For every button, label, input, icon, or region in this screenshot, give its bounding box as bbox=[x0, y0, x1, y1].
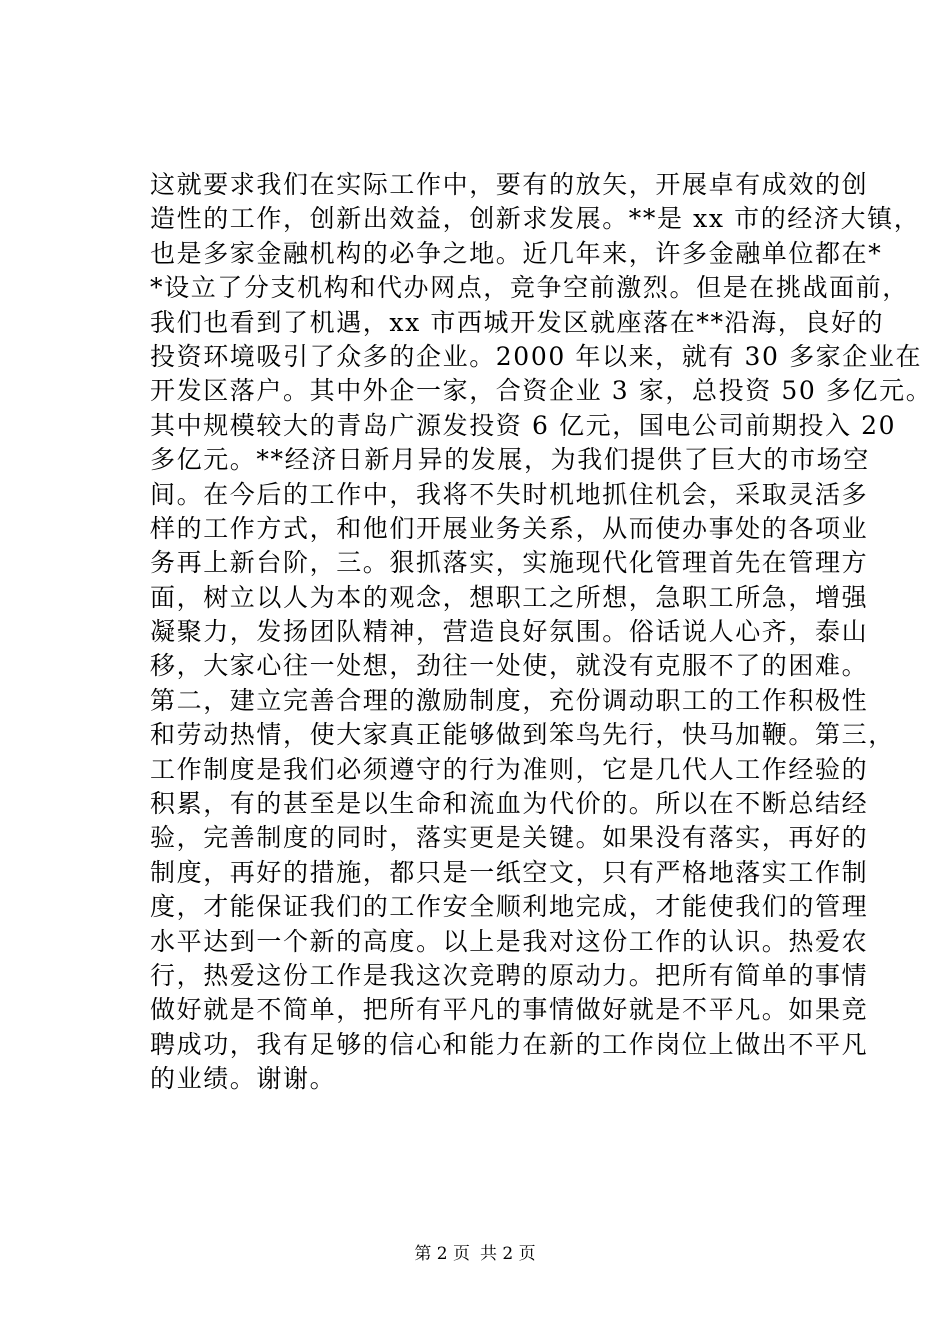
page-footer bbox=[0, 1242, 950, 1266]
text-line: 面，树立以人为本的观念，想职工之所想，急职工所急，增强 bbox=[150, 582, 869, 612]
text-line: 验，完善制度的同时，落实更是关键。如果没有落实，再好的 bbox=[150, 823, 869, 853]
text-line: 水平达到一个新的高度。以上是我对这份工作的认识。热爱农 bbox=[150, 926, 869, 956]
text-line: 开发区落户。其中外企一家，合资企业 3 家，总投资 50 多亿元。 bbox=[150, 376, 933, 406]
text-line: 和劳动热情，使大家真正能够做到笨鸟先行，快马加鞭。第三， bbox=[150, 720, 895, 750]
text-line: 投资环境吸引了众多的企业。2000 年以来，就有 30 多家企业在 bbox=[150, 341, 923, 371]
document-body bbox=[150, 168, 933, 1097]
text-line: 积累，有的甚至是以生命和流血为代价的。所以在不断总结经 bbox=[150, 789, 869, 819]
text-line: 制度，再好的措施，都只是一纸空文，只有严格地落实工作制 bbox=[150, 857, 869, 887]
text-line: 我们也看到了机遇，xx 市西城开发区就座落在**沿海，良好的 bbox=[150, 307, 885, 337]
page-number: 第 2 页 bbox=[414, 1244, 470, 1264]
text-line: 凝聚力，发扬团队精神，营造良好氛围。俗话说人心齐，泰山 bbox=[150, 617, 869, 647]
text-line: 其中规模较大的青岛广源发投资 6 亿元，国电公司前期投入 20 bbox=[150, 410, 897, 440]
text-line: *设立了分支机构和代办网点，竞争空前激烈。但是在挑战面前， bbox=[150, 273, 909, 303]
text-line: 移，大家心往一处想，劲往一处使，就没有克服不了的困难。 bbox=[150, 651, 869, 681]
text-line: 工作制度是我们必须遵守的行为准则，它是几代人工作经验的 bbox=[150, 754, 869, 784]
text-line: 多亿元。**经济日新月异的发展，为我们提供了巨大的市场空 bbox=[150, 445, 870, 475]
text-line: 样的工作方式，和他们开展业务关系，从而使办事处的各项业 bbox=[150, 513, 869, 543]
text-line: 也是多家金融机构的必争之地。近几年来，许多金融单位都在* bbox=[150, 238, 883, 268]
text-line: 造性的工作，创新出效益，创新求发展。**是 xx 市的经济大镇， bbox=[150, 204, 921, 234]
text-line: 聘成功，我有足够的信心和能力在新的工作岗位上做出不平凡 bbox=[150, 1029, 869, 1059]
text-line: 务再上新台阶，三。狠抓落实，实施现代化管理首先在管理方 bbox=[150, 548, 869, 578]
text-line: 做好就是不简单，把所有平凡的事情做好就是不平凡。如果竞 bbox=[150, 995, 869, 1025]
text-line: 度，才能保证我们的工作安全顺利地完成，才能使我们的管理 bbox=[150, 892, 869, 922]
text-line-last: 的业绩。谢谢。 bbox=[150, 1064, 337, 1094]
page-total: 共 2 页 bbox=[480, 1244, 536, 1264]
text-line: 行，热爱这份工作是我这次竞聘的原动力。把所有简单的事情 bbox=[150, 960, 869, 990]
text-line: 第二，建立完善合理的激励制度，充份调动职工的工作积极性 bbox=[150, 685, 869, 715]
text-line: 间。在今后的工作中，我将不失时机地抓住机会，采取灵活多 bbox=[150, 479, 869, 509]
text-line: 这就要求我们在实际工作中，要有的放矢，开展卓有成效的创 bbox=[150, 170, 869, 199]
